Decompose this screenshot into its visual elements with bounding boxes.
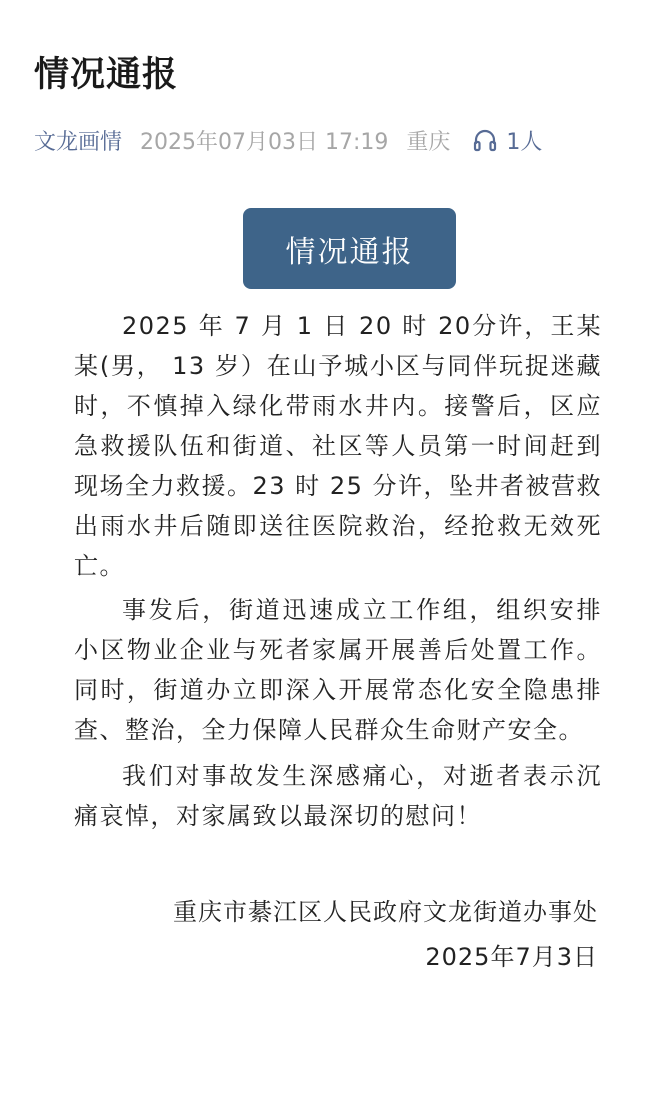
paragraph-response: 事发后，街道迅速成立工作组，组织安排小区物业企业与死者家属开展善后处置工作。同时，街道办立即深入开展常态化安全隐患排查、整治，全力保障人民群众生命财产安全。 [74,596,602,744]
paragraph-condolence: 我们对事故发生深感痛心，对逝者表示沉痛哀悼，对家属致以最深切的慰问！ [74,762,602,830]
signature-organization: 重庆市綦江区人民政府文龙街道办事处 [173,898,598,926]
publish-time: 2025年07月03日 17:19 [140,129,389,155]
article-meta [34,122,542,158]
listen-count: 1人 [506,129,543,155]
notice-banner-label: 情况通报 [285,234,414,270]
signature-date: 2025年7月3日 [425,943,598,971]
account-name-link[interactable]: 文龙画情 [34,129,123,155]
page-title: 情况通报 [34,55,179,95]
headphone-icon [472,128,498,152]
notice-banner [243,208,456,289]
paragraph-incident: 2025 年 7 月 1 日 20 时 20分许，王某某(男， 13 岁）在山予城小区与同伴玩捉迷藏时，不慎掉入绿化带雨水井内。接警后，区应急救援队伍和街道、社区等人员第一时间赶到现场全力救援。23 时 25 分许，坠井者被营救出雨水井后随即送往医院救治，经抢救无效死亡。 [74,312,602,580]
publish-location: 重庆 [406,129,451,155]
listen-button[interactable] [472,125,542,156]
